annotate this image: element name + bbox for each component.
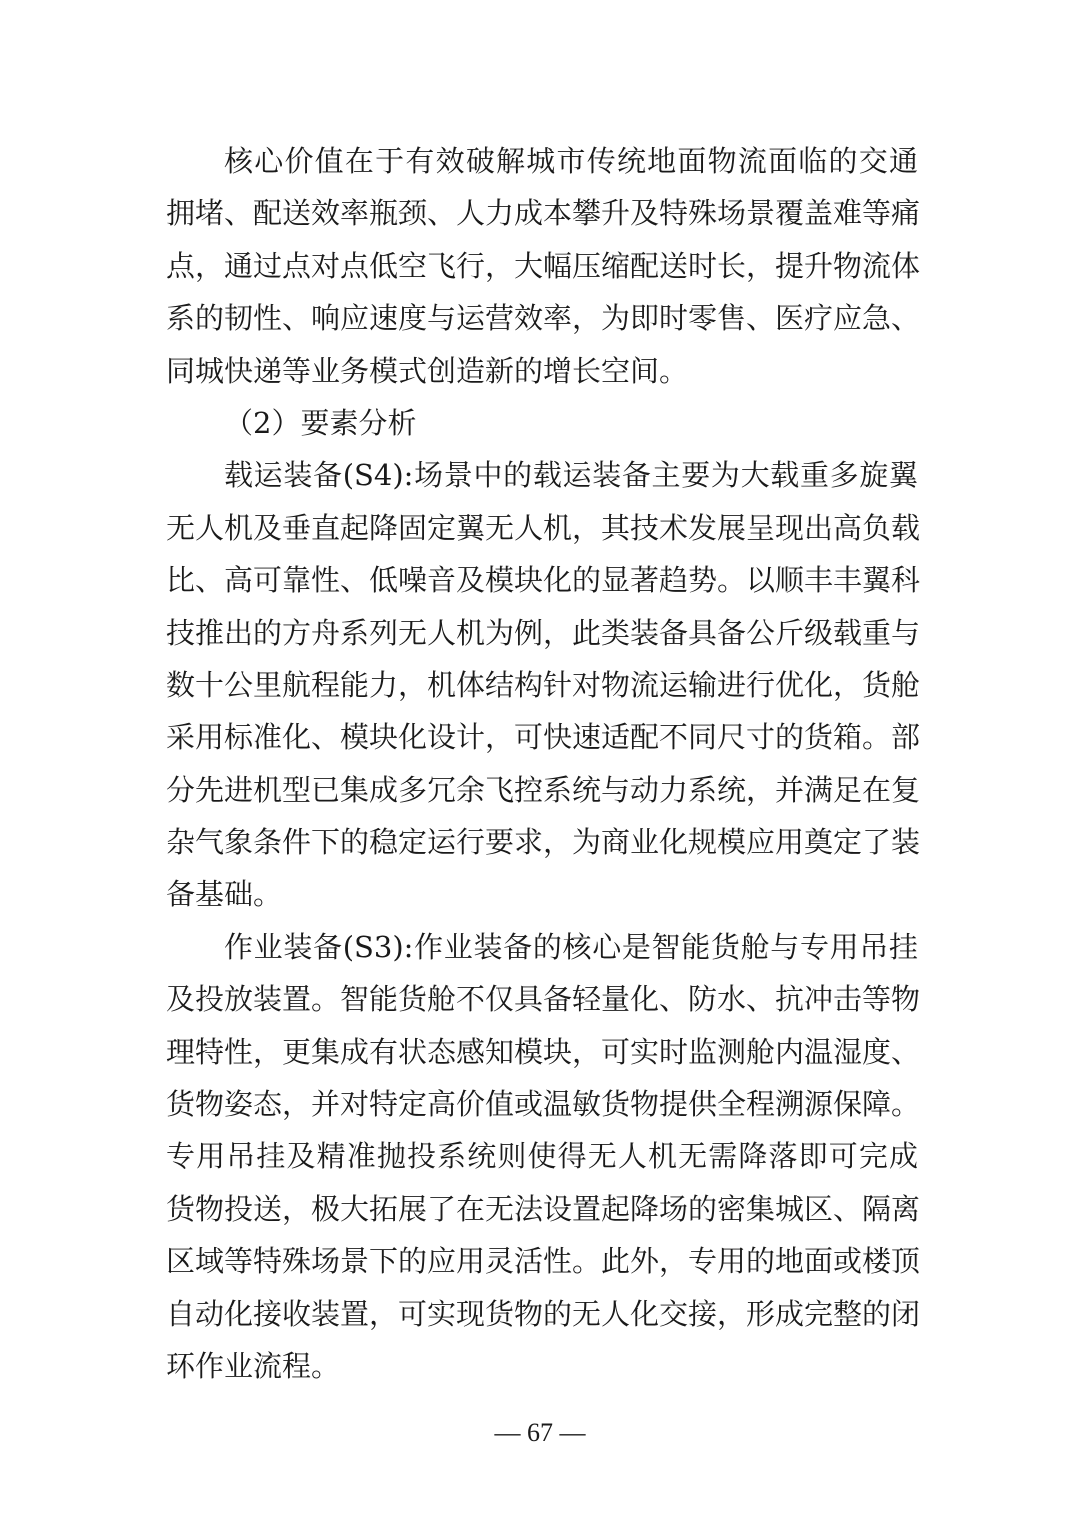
- section-heading: （2）要素分析: [224, 405, 417, 440]
- paragraph-1: [166, 135, 921, 397]
- text-line: 分先进机型已集成多冗余飞控系统与动力系统，并满足在复: [166, 772, 921, 807]
- text-line: 杂气象条件下的稳定运行要求，为商业化规模应用奠定了装: [166, 825, 921, 860]
- text-line: 同城快递等业务模式创造新的增长空间。: [166, 353, 689, 388]
- text-line: 理特性，更集成有状态感知模块，可实时监测舱内温湿度、: [166, 1034, 921, 1069]
- text-line: 环作业流程。: [166, 1348, 341, 1383]
- text-line: 无人机及垂直起降固定翼无人机，其技术发展呈现出高负载: [166, 510, 921, 545]
- text-line: 载运装备(S4):场景中的载运装备主要为大载重多旋翼: [224, 458, 918, 493]
- text-line: 货物姿态，并对特定高价值或温敏货物提供全程溯源保障。: [166, 1087, 921, 1122]
- paragraph-2: [166, 449, 921, 921]
- text-line: 自动化接收装置，可实现货物的无人化交接，形成完整的闭: [166, 1296, 921, 1331]
- text-line: 及投放装置。智能货舱不仅具备轻量化、防水、抗冲击等物: [166, 982, 921, 1017]
- text-line: 核心价值在于有效破解城市传统地面物流面临的交通: [224, 144, 918, 178]
- text-line: 技推出的方舟系列无人机为例，此类装备具备公斤级载重与: [166, 615, 921, 650]
- text-line: 比、高可靠性、低噪音及模块化的显著趋势。以顺丰丰翼科: [166, 563, 921, 598]
- text-line: 数十公里航程能力，机体结构针对物流运输进行优化，货舱: [166, 667, 921, 702]
- text-line: 拥堵、配送效率瓶颈、人力成本攀升及特殊场景覆盖难等痛: [166, 196, 921, 231]
- paragraph-3: [166, 921, 921, 1393]
- text-line: 系的韧性、响应速度与运营效率，为即时零售、医疗应急、: [166, 301, 921, 336]
- text-line: 作业装备(S3):作业装备的核心是智能货舱与专用吊挂: [224, 929, 918, 964]
- text-line: 点，通过点对点低空飞行，大幅压缩配送时长，提升物流体: [166, 248, 921, 283]
- text-line: 专用吊挂及精准抛投系统则使得无人机无需降落即可完成: [166, 1139, 918, 1174]
- text-line: 备基础。: [166, 877, 283, 912]
- text-line: 货物投送，极大拓展了在无法设置起降场的密集城区、隔离: [166, 1191, 921, 1226]
- body-text: [166, 135, 921, 1392]
- page-number: — 67 —: [494, 1418, 586, 1447]
- text-line: 区域等特殊场景下的应用灵活性。此外，专用的地面或楼顶: [166, 1244, 921, 1279]
- text-line: 采用标准化、模块化设计，可快速适配不同尺寸的货箱。部: [166, 720, 921, 755]
